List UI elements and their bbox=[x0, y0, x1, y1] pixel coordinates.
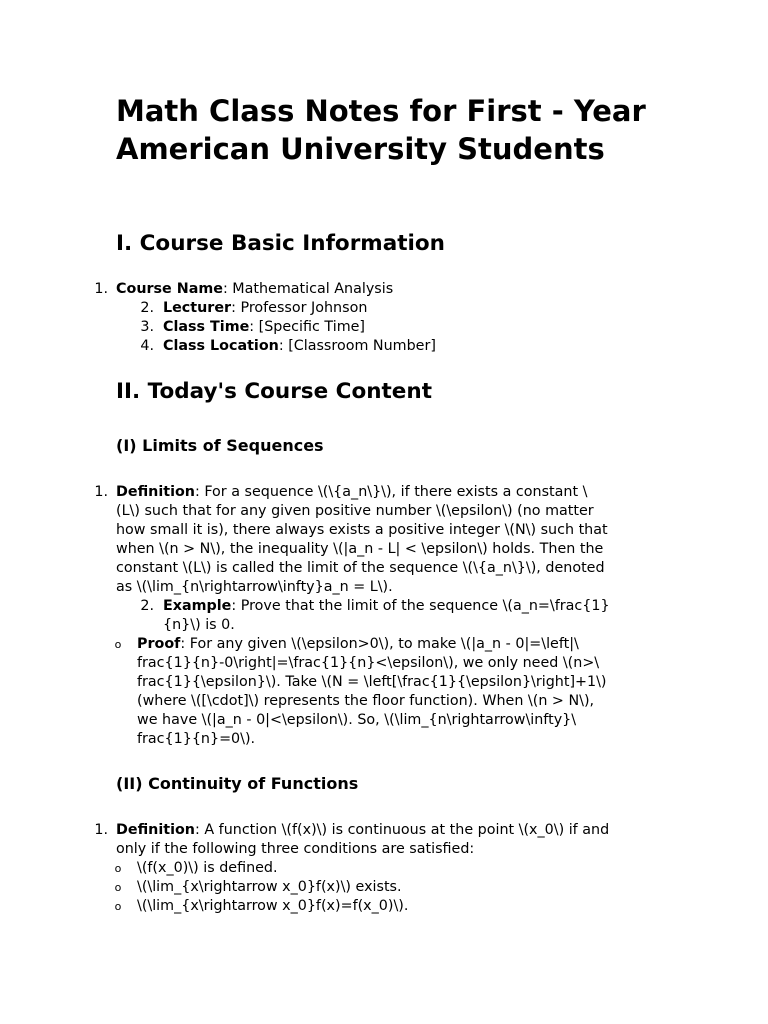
list-number: 3. bbox=[140, 319, 154, 335]
subsection-heading-continuity: (II) Continuity of Functions bbox=[116, 774, 359, 793]
definition-line bbox=[116, 821, 609, 840]
proof-line bbox=[137, 635, 579, 654]
page-title: Math Class Notes for First - Year American University Students bbox=[116, 94, 646, 166]
proof-line: frac{1}{\epsilon}\). Take \(N = \left[\frac{1}{\epsilon}\right]+1\) bbox=[137, 674, 607, 690]
list-item-course-name bbox=[116, 280, 393, 299]
proof-line: we have \(|a_n - 0|<\epsilon\). So, \(\lim_{n\rightarrow\infty}\ bbox=[137, 712, 577, 728]
definition-text: : For a sequence \(\{a_n\}\), if there exists a constant \ bbox=[194, 484, 588, 500]
section-heading-basic-info: I. Course Basic Information bbox=[116, 231, 445, 256]
proof-line: frac{1}{n}-0\right|=\frac{1}{n}<\epsilon\), we only need \(n>\ bbox=[137, 655, 600, 671]
list-number: 2. bbox=[140, 598, 154, 614]
list-item-lecturer bbox=[163, 299, 367, 318]
list-item-class-location bbox=[163, 337, 436, 356]
item-value: : Professor Johnson bbox=[231, 300, 368, 316]
section-heading-course-content: II. Today's Course Content bbox=[116, 379, 432, 404]
list-number: 1. bbox=[94, 484, 108, 500]
list-number: 2. bbox=[140, 300, 154, 316]
item-label: Class Location bbox=[163, 338, 279, 354]
list-number: 1. bbox=[94, 281, 108, 297]
list-item: \(\lim_{x\rightarrow x_0}f(x)\) exists. bbox=[137, 879, 402, 895]
bullet-icon: o bbox=[114, 900, 122, 913]
definition-line bbox=[116, 483, 587, 502]
item-label: Class Time bbox=[163, 319, 250, 335]
example-text: : Prove that the limit of the sequence \(a_n=\frac{1} bbox=[231, 598, 610, 614]
definition-label: Definition bbox=[116, 822, 195, 838]
bullet-icon: o bbox=[114, 638, 122, 651]
subsection-heading-limits: (I) Limits of Sequences bbox=[116, 436, 324, 455]
list-item: \(f(x_0)\) is defined. bbox=[137, 860, 278, 876]
list-number: 1. bbox=[94, 822, 108, 838]
bullet-icon: o bbox=[114, 862, 122, 875]
item-label: Lecturer bbox=[163, 300, 232, 316]
definition-line: constant \(L\) is called the limit of the sequence \(\{a_n\}\), denoted bbox=[116, 560, 605, 576]
proof-line: frac{1}{n}=0\). bbox=[137, 731, 256, 747]
definition-line: as \(\lim_{n\rightarrow\infty}a_n = L\). bbox=[116, 579, 393, 595]
item-value: : [Specific Time] bbox=[249, 319, 365, 335]
list-number: 4. bbox=[140, 338, 154, 354]
proof-text: : For any given \(\epsilon>0\), to make \(|a_n - 0|=\left|\ bbox=[180, 636, 579, 652]
list-item-class-time bbox=[163, 318, 365, 337]
definition-label: Definition bbox=[116, 484, 195, 500]
definition-line: how small it is), there always exists a positive integer \(N\) such that bbox=[116, 522, 608, 538]
definition-text: : A function \(f(x)\) is continuous at the point \(x_0\) if and bbox=[194, 822, 610, 838]
item-label: Course Name bbox=[116, 281, 223, 297]
definition-line: (L\) such that for any given positive number \(\epsilon\) (no matter bbox=[116, 503, 594, 519]
example-label: Example bbox=[163, 598, 232, 614]
list-item: \(\lim_{x\rightarrow x_0}f(x)=f(x_0)\). bbox=[137, 898, 409, 914]
bullet-icon: o bbox=[114, 881, 122, 894]
example-line bbox=[163, 597, 610, 616]
item-value: : Mathematical Analysis bbox=[222, 281, 394, 297]
proof-label: Proof bbox=[137, 636, 181, 652]
definition-line: only if the following three conditions are satisfied: bbox=[116, 841, 475, 857]
item-value: : [Classroom Number] bbox=[278, 338, 436, 354]
proof-line: (where \([\cdot]\) represents the floor function). When \(n > N\), bbox=[137, 693, 595, 709]
definition-line: when \(n > N\), the inequality \(|a_n - L| < \epsilon\) holds. Then the bbox=[116, 541, 604, 557]
example-line: {n}\) is 0. bbox=[163, 617, 235, 633]
